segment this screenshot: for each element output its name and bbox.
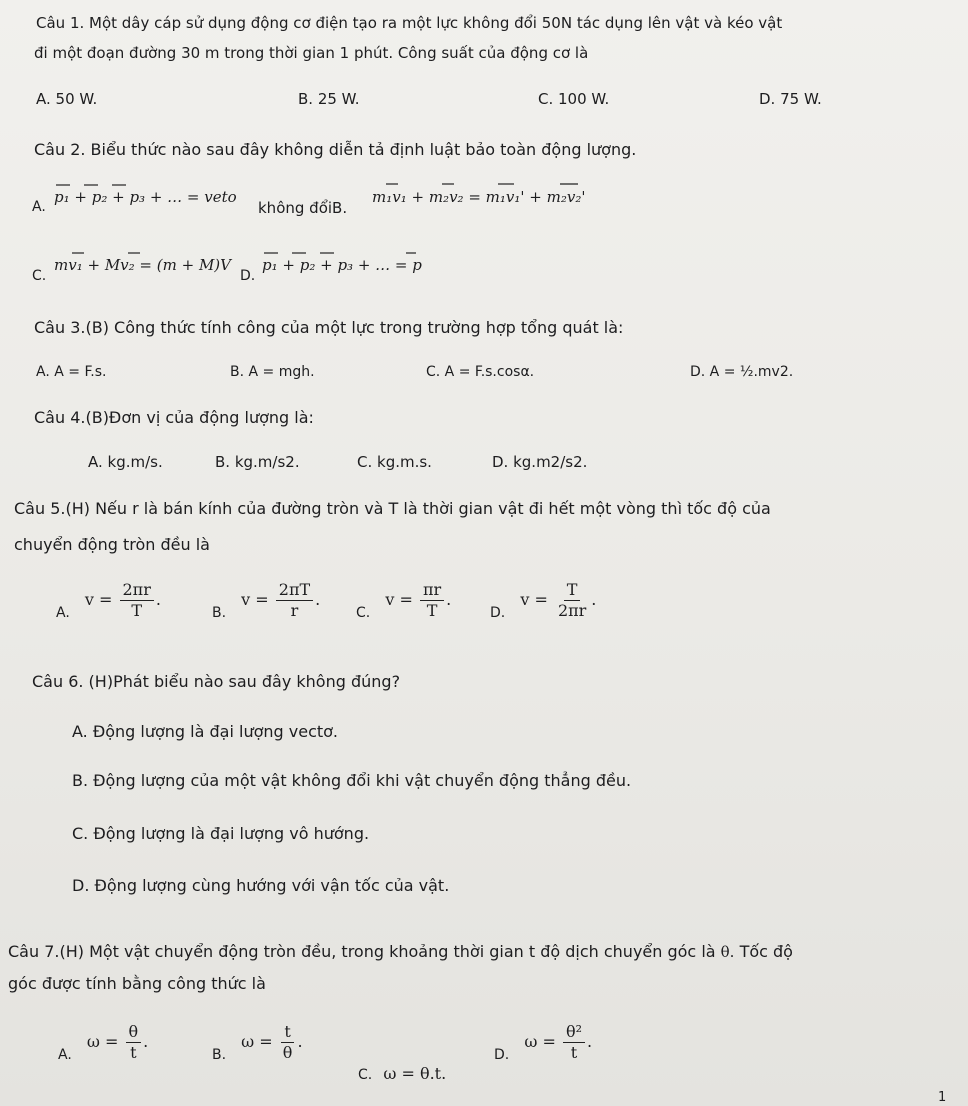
q2-option-a-formula: p₁ + p₂ + p₃ + … = veto [54,188,237,206]
q7-option-d-lhs: ω = [524,1032,556,1051]
q1-line2: đi một đoạn đường 30 m trong thời gian 1 phút. Công suất của động cơ là [34,44,589,62]
q7-option-c-label: C. [358,1067,373,1083]
q7-option-b-fraction: $\frac{t}{\theta}$ [282,1022,293,1062]
q6-option-b: B. Động lượng của một vật không đổi khi vật chuyển động thẳng đều. [72,771,632,790]
q3-option-b: B. A = mgh. [230,364,315,380]
q1-option-d: D. 75 W. [759,90,822,108]
q7-option-a-lhs: ω = [86,1032,119,1051]
q3-option-a: A. A = F.s. [36,364,107,380]
q6-option-c: C. Động lượng là đại lượng vô hướng. [72,824,370,843]
q2-option-c-formula: mv₁ + Mv₂ = (m + M)V [54,256,231,274]
q5-option-d-lhs: v = [520,590,548,609]
q5-line1: Câu 5.(H) Nếu r là bán kính của đường tròn và T là thời gian vật đi hết một vòng thì tốc độ của [14,499,771,518]
q2-vector-bars [0,0,968,300]
q7-option-a-fraction: $\frac{\theta}{t}$ [126,1022,142,1063]
q2-option-b-formula: m₁v₁ + m₂v₂ = m₁v₁' + m₂v₂' [372,188,586,206]
q4-option-d: D. kg.m2/s2. [492,453,588,471]
q5-option-a-label: A. [56,605,70,621]
q5-option-b: B. v = $\frac{2\pi T}{r}$ . [212,580,321,621]
q7-line1 [8,942,793,961]
q7-line1-end: Tốc độ [739,942,793,961]
q7-option-b-lhs: ω = [241,1032,273,1051]
q2-option-d-label: D. [240,268,256,284]
q6-option-a: A. Động lượng là đại lượng vectơ. [72,722,339,741]
q7-option-a-label: A. [58,1047,72,1063]
q7-option-d: D. ω = $\frac{\text{θ²}}{t}$ . [494,1022,593,1063]
q4-option-a: A. kg.m/s. [88,453,163,471]
q5-option-b-lhs: v = [241,590,269,609]
page-number: 1 [938,1090,947,1105]
q5-option-b-label: B. [212,605,227,621]
q5-option-c-fraction: $\frac{\pi r}{T}$ [420,580,444,621]
q1-line1: Câu 1. Một dây cáp sử dụng động cơ điện tạo ra một lực không đổi 50N tác dụng lên vật và kéo vật [36,14,783,32]
q5-option-d-fraction: $\frac{T}{2\pi r}$ [557,580,587,620]
q2-option-a-label: A. [32,199,46,215]
q2-question: Câu 2. Biểu thức nào sau đây không diễn tả định luật bảo toàn động lượng. [34,140,637,159]
q6-question: Câu 6. (H)Phát biểu nào sau đây không đúng? [32,672,401,691]
q5-line2: chuyển động tròn đều là [14,535,210,554]
q5-option-c-label: C. [356,605,371,621]
q2-option-c-label: C. [32,268,47,284]
q7-option-c-formula: ω = θ.t. [383,1064,447,1083]
q5-option-b-fraction: $\frac{2\pi T}{r}$ [276,580,313,621]
q5-option-c: C. v = $\frac{\pi r}{T}$ . [356,580,452,621]
q3-option-d: D. A = ½.mv2. [690,364,794,380]
q7-line1-text: Câu 7.(H) Một vật chuyển động tròn đều, trong khoảng thời gian t độ dịch chuyển góc là [8,942,716,961]
q7-option-b-label: B. [212,1047,227,1063]
q5-option-d-label: D. [490,605,506,621]
q5-option-a: A. v = $\frac{2\pi r}{T}$ . [56,580,161,621]
q2-option-d-formula: p₁ + p₂ + p₃ + … = p [262,256,422,274]
q3-question: Câu 3.(B) Công thức tính công của một lực trong trường hợp tổng quát là: [34,318,624,337]
q7-option-d-label: D. [494,1047,510,1063]
q1-option-a: A. 50 W. [36,90,98,108]
q4-option-b: B. kg.m/s2. [215,453,300,471]
q7-theta: θ. [720,943,735,961]
q5-option-d: D. v = $\frac{T}{2\pi r}$ . [490,580,597,621]
q4-question: Câu 4.(B)Đơn vị của động lượng là: [34,408,314,427]
q7-option-d-fraction: $\frac{\text{θ²}}{t}$ [563,1022,585,1063]
q1-option-c: C. 100 W. [538,90,610,108]
q1-option-b: B. 25 W. [298,90,360,108]
q7-option-b: B. ω = $\frac{t}{\theta}$ . [212,1022,303,1063]
q7-option-a: A. ω = $\frac{\theta}{t}$ . [58,1022,149,1063]
q5-option-a-lhs: v = [84,590,113,609]
q5-option-a-fraction: $\frac{2\pi r}{T}$ [120,580,154,621]
q7-line2: góc được tính bằng công thức là [8,974,266,993]
q5-option-c-lhs: v = [385,590,413,609]
q4-option-c: C. kg.m.s. [357,453,432,471]
q3-option-c: C. A = F.s.cosα. [426,364,535,380]
q6-option-d: D. Động lượng cùng hướng với vận tốc của vật. [72,876,450,895]
q7-option-c [358,1064,446,1083]
q2-mid-text: không đổiB. [258,199,348,217]
